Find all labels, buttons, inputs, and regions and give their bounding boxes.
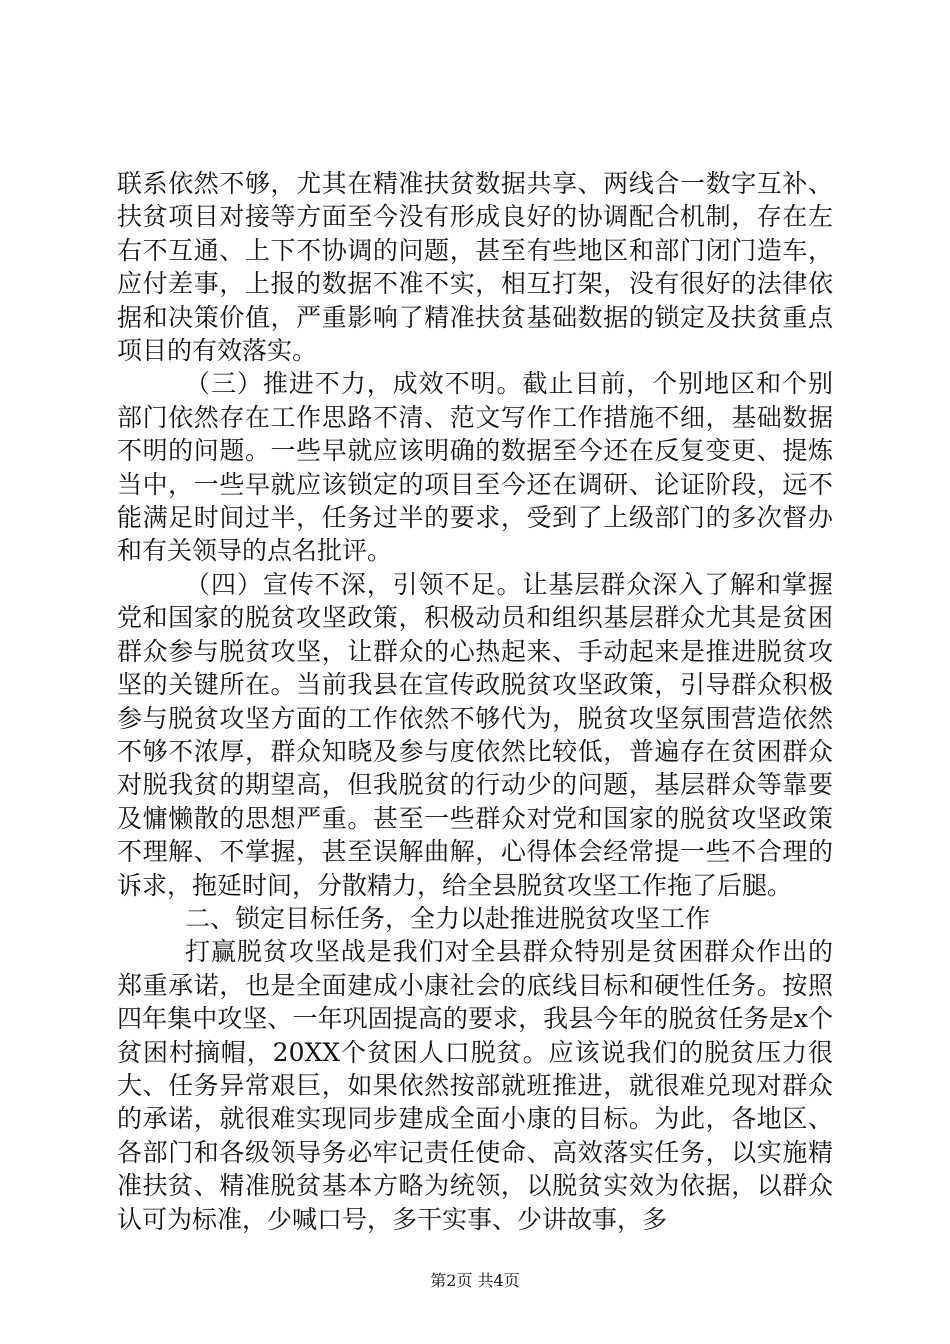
page-footer: 第2页 共4页 bbox=[430, 1271, 520, 1290]
paragraph-1: 联系依然不够，尤其在精准扶贫数据共享、两线合一数字互补、扶贫项目对接等方面至今没有形成良好的协调配合机制，存在左右不互通、上下不协调的问题，甚至有些地区和部门闭门造车，应付差事，上报的数据不准不实，相互打架，没有很好的法律依据和决策价值，严重影响了精准扶贫基础数据的锁定及扶贫重点项目的有效落实。 bbox=[117, 169, 833, 366]
section-heading: 二、锁定目标任务，全力以赴推进脱贫攻坚工作 bbox=[185, 903, 711, 933]
document-body bbox=[117, 167, 833, 1236]
paragraph-4: 打赢脱贫攻坚战是我们对全县群众特别是贫困群众作出的郑重承诺，也是全面建成小康社会的底线目标和硬性任务。按照四年集中攻坚、一年巩固提高的要求，我县今年的脱贫任务是x个贫困村摘帽，20XX个贫困人口脱贫。应该说我们的脱贫压力很大、任务异常艰巨，如果依然按部就班推进，就很难兑现对群众的承诺，就很难实现同步建成全面小康的目标。为此，各地区、各部门和各级领导务必牢记责任使命、高效落实任务，以实施精准扶贫、精准脱贫基本方略为统领，以脱贫实效为依据，以群众认可为标准，少喊口号，多干实事、少讲故事，多 bbox=[117, 937, 833, 1234]
paragraph-3: （四）宣传不深，引领不足。让基层群众深入了解和掌握党和国家的脱贫攻坚政策，积极动员和组织基层群众尤其是贫困群众参与脱贫攻坚，让群众的心热起来、手动起来是推进脱贫攻坚的关键所在。当前我县在宣传政脱贫攻坚政策，引导群众积极参与脱贫攻坚方面的工作依然不够代为，脱贫攻坚氛围营造依然不够不浓厚，群众知晓及参与度依然比较低，普遍存在贫困群众对脱我贫的期望高，但我脱贫的行动少的问题，基层群众等靠要及慵懒散的思想严重。甚至一些群众对党和国家的脱贫攻坚政策不理解、不掌握，甚至误解曲解，心得体会经常提一些不合理的诉求，拖延时间，分散精力，给全县脱贫攻坚工作拖了后腿。 bbox=[117, 569, 833, 900]
paragraph-2: （三）推进不力，成效不明。截止目前，个别地区和个别部门依然存在工作思路不清、范文写作工作措施不细，基础数据不明的问题。一些早就应该明确的数据至今还在反复变更、提炼当中，一些早就应该锁定的项目至今还在调研、论证阶段，远不能满足时间过半，任务过半的要求，受到了上级部门的多次督办和有关领导的点名批评。 bbox=[117, 369, 833, 566]
